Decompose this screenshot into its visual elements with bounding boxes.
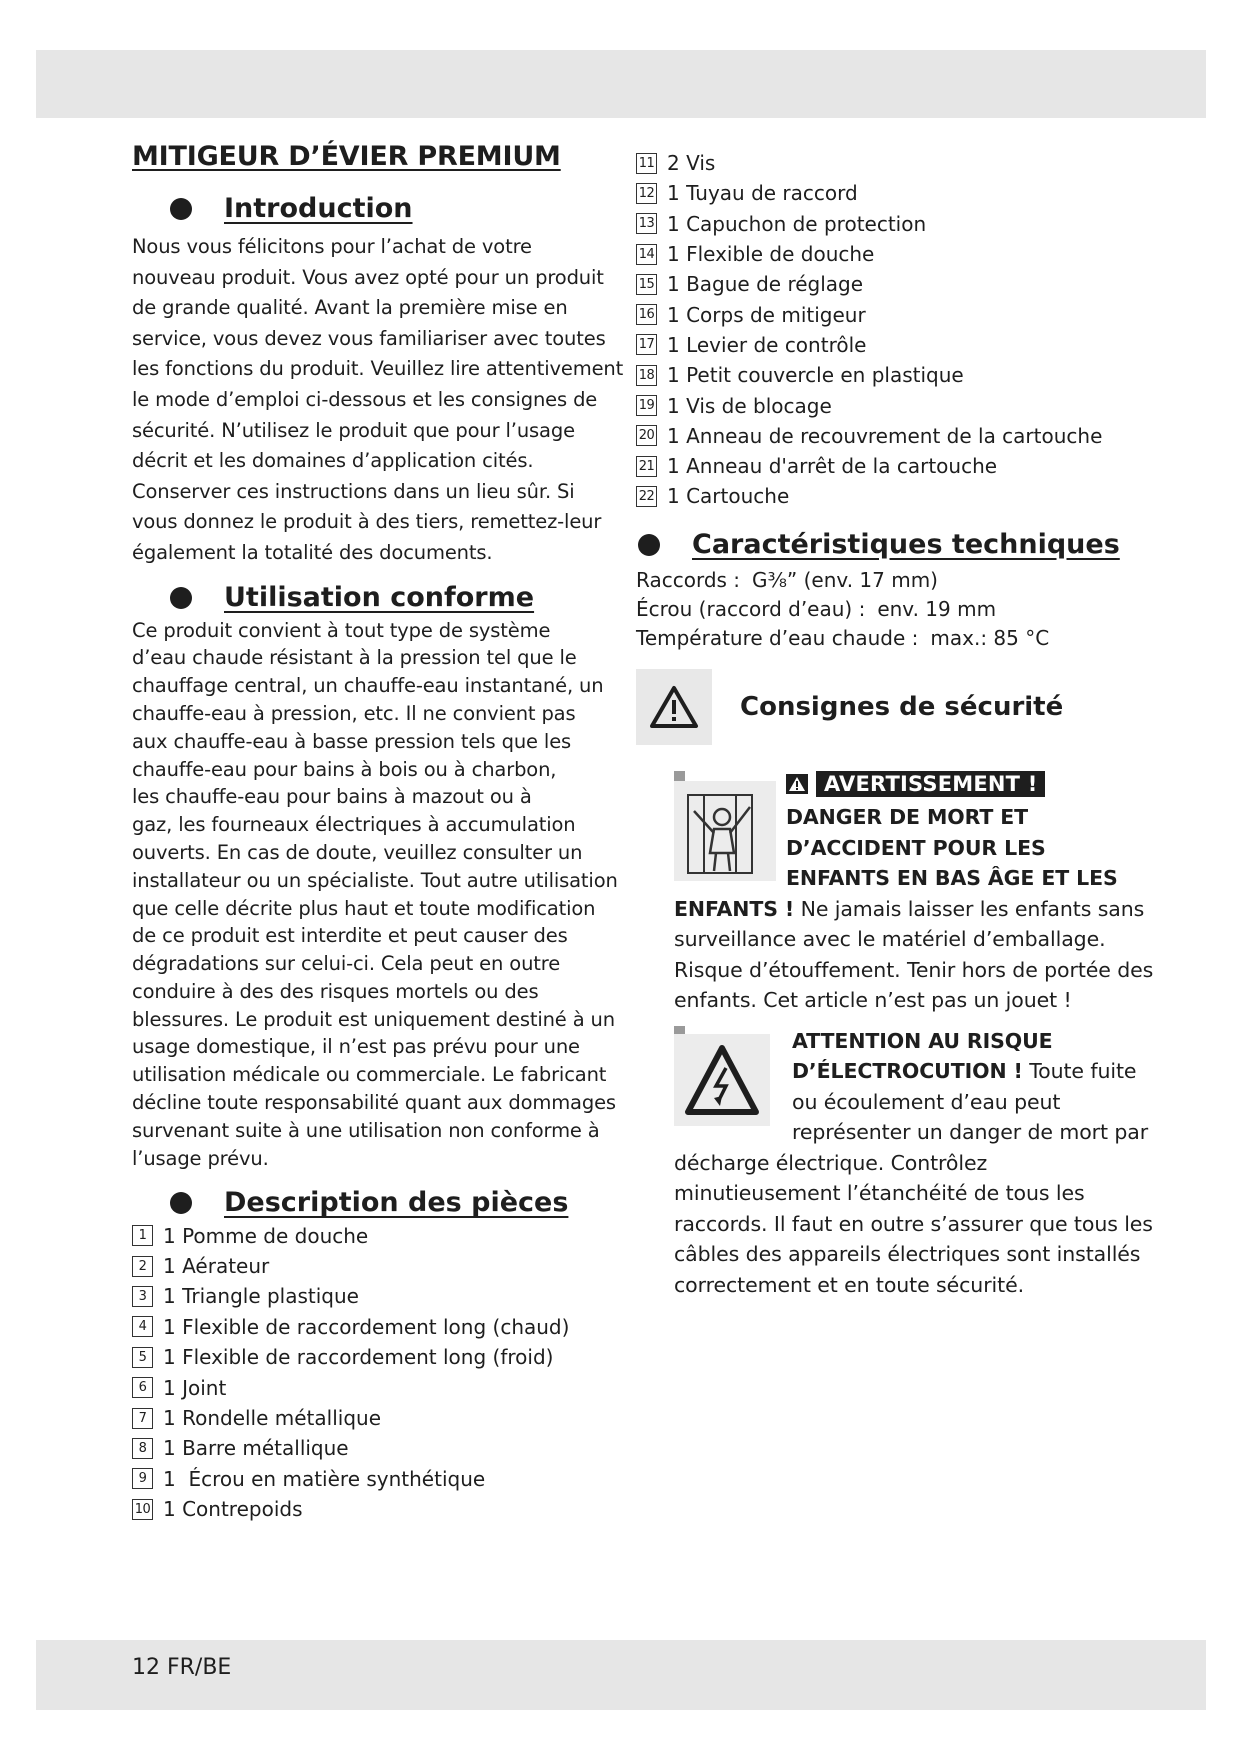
part-number-box: 21 bbox=[636, 456, 657, 477]
part-number-box: 15 bbox=[636, 274, 657, 295]
part-item bbox=[636, 148, 1156, 178]
part-item bbox=[636, 451, 1156, 481]
safety-title: Consignes de sécurité bbox=[740, 691, 1064, 722]
child-warning-bold: DANGER DE MORT ET D’ACCIDENT POUR LES ENFANTS EN BAS ÂGE ET LES ENFANTS ! bbox=[674, 805, 1118, 921]
section-intended-use: Utilisation conforme bbox=[132, 581, 610, 615]
electrocution-warning-bold: ATTENTION AU RISQUE D’ÉLECTROCUTION ! bbox=[792, 1028, 1053, 1084]
part-number-box: 16 bbox=[636, 304, 657, 325]
intended-use-text-line: dégradations sur celui-ci. Cela peut en outre bbox=[132, 952, 561, 976]
part-item bbox=[636, 481, 1156, 511]
part-label: 1 Flexible de douche bbox=[667, 242, 875, 267]
intended-use-text-line: chauffe-eau à pression, etc. Il ne convient pas bbox=[132, 701, 576, 725]
part-label: 1 Bague de réglage bbox=[667, 272, 864, 297]
part-item bbox=[636, 239, 1156, 269]
intended-use-text-line: survenant suite à une utilisation non conforme à bbox=[132, 1118, 600, 1142]
intended-use-text-line: Ce produit convient à tout type de système bbox=[132, 618, 551, 642]
introduction-text-line: vous donnez le produit à des tiers, remettez-leur bbox=[132, 510, 602, 534]
part-number-box: 6 bbox=[132, 1377, 153, 1398]
part-number-box: 12 bbox=[636, 183, 657, 204]
part-number-box: 7 bbox=[132, 1408, 153, 1429]
part-label: 1 Aérateur bbox=[163, 1254, 270, 1279]
part-label: 1 Flexible de raccordement long (froid) bbox=[163, 1345, 554, 1370]
introduction-text-line: décrit et les domaines d’application cités. bbox=[132, 449, 534, 473]
part-item bbox=[636, 360, 1156, 390]
intended-use-text-line: gaz, les fourneaux électriques à accumulation bbox=[132, 813, 576, 837]
introduction-text-line: Conserver ces instructions dans un lieu sûr. Si bbox=[132, 479, 575, 503]
part-label: 1 Anneau d'arrêt de la cartouche bbox=[667, 454, 998, 479]
bullet-icon bbox=[638, 534, 660, 556]
part-item bbox=[636, 269, 1156, 299]
part-number-box: 2 bbox=[132, 1256, 153, 1277]
part-item bbox=[132, 1494, 610, 1524]
part-item bbox=[132, 1372, 610, 1402]
introduction-text bbox=[132, 232, 624, 569]
part-label: 1 Flexible de raccordement long (chaud) bbox=[163, 1314, 570, 1339]
introduction-text-line: sécurité. N’utilisez le produit que pour l’usage bbox=[132, 418, 575, 442]
part-label: 2 Vis bbox=[667, 151, 716, 176]
bullet-icon bbox=[170, 1192, 192, 1214]
spec-value: G³⁄₈” (env. 17 mm) bbox=[752, 567, 938, 592]
part-label: 1 Tuyau de raccord bbox=[667, 181, 858, 206]
part-item bbox=[132, 1433, 610, 1463]
part-label: 1 Pomme de douche bbox=[163, 1223, 369, 1248]
right-column bbox=[636, 148, 1156, 1300]
part-label: 1 Rondelle métallique bbox=[163, 1406, 381, 1430]
spec-label: Raccords : bbox=[636, 567, 741, 592]
part-number-box: 22 bbox=[636, 486, 657, 507]
part-label: 1 Corps de mitigeur bbox=[667, 302, 866, 327]
spec-label: Écrou (raccord d’eau) : bbox=[636, 596, 866, 621]
left-column bbox=[132, 140, 624, 1524]
part-number-box: 3 bbox=[132, 1286, 153, 1307]
part-label: 1 Capuchon de protection bbox=[667, 211, 927, 236]
intended-use-text-line: décline toute responsabilité quant aux dommages bbox=[132, 1091, 616, 1115]
part-item bbox=[132, 1464, 610, 1494]
child-warning bbox=[674, 771, 1156, 1016]
technical-specs bbox=[636, 566, 1156, 653]
electric-hazard-icon bbox=[674, 1034, 770, 1126]
intended-use-text-line: utilisation médicale ou commerciale. Le fabricant bbox=[132, 1063, 607, 1087]
electric-hazard-pictogram bbox=[674, 1034, 770, 1126]
part-item bbox=[132, 1281, 610, 1311]
introduction-text-line: de grande qualité. Avant la première mise en bbox=[132, 296, 568, 320]
intended-use-text-line: aux chauffe-eau à basse pression tels que les bbox=[132, 729, 572, 753]
intended-use-text-line: l’usage prévu. bbox=[132, 1146, 269, 1170]
part-number-box: 18 bbox=[636, 365, 657, 386]
part-number-box: 13 bbox=[636, 213, 657, 234]
child-hazard-icon bbox=[674, 781, 776, 881]
intended-use-text-line: de ce produit est interdite et peut causer des bbox=[132, 924, 568, 948]
part-label: 1 Vis de blocage bbox=[667, 393, 832, 418]
introduction-text-line: également la totalité des documents. bbox=[132, 540, 493, 564]
child-warning-body: Ne jamais laisser les enfants sans surveillance avec le matériel d’emballage. Risque d’étouffement. Tenir hors de portée des enfants. Cet article n’est pas un jouet ! bbox=[674, 896, 1154, 1013]
bullet-icon bbox=[170, 587, 192, 609]
intended-use-text-line: ouverts. En cas de doute, veuillez consulter un bbox=[132, 840, 583, 864]
safety-heading-row bbox=[636, 669, 1156, 745]
spec-row bbox=[636, 595, 1156, 624]
part-number-box: 14 bbox=[636, 244, 657, 265]
parts-list-right bbox=[636, 148, 1156, 512]
part-label: 1 Petit couvercle en plastique bbox=[667, 363, 964, 388]
part-item bbox=[636, 421, 1156, 451]
introduction-text-line: service, vous devez vous familiariser avec toutes bbox=[132, 326, 606, 350]
part-number-box: 20 bbox=[636, 425, 657, 446]
part-number-box: 1 bbox=[132, 1225, 153, 1246]
part-label: 1 Barre métallique bbox=[163, 1436, 349, 1461]
warning-panel bbox=[636, 669, 712, 745]
intended-use-text-line: d’eau chaude résistant à la pression tel que le bbox=[132, 646, 577, 670]
introduction-text-line: les fonctions du produit. Veuillez lire attentivement bbox=[132, 357, 624, 381]
intended-use-text-line: que celle décrite plus haut et toute modification bbox=[132, 896, 596, 920]
part-label: 1 Triangle plastique bbox=[163, 1284, 359, 1309]
part-item bbox=[132, 1312, 610, 1342]
introduction-text-line: nouveau produit. Vous avez opté pour un produit bbox=[132, 265, 604, 289]
warning-triangle-icon bbox=[649, 685, 699, 729]
part-number-box: 4 bbox=[132, 1316, 153, 1337]
spec-value: env. 19 mm bbox=[877, 596, 997, 621]
bullet-icon bbox=[170, 198, 192, 220]
part-number-box: 8 bbox=[132, 1438, 153, 1459]
part-item bbox=[132, 1220, 610, 1250]
part-label: 1 Joint bbox=[163, 1375, 227, 1400]
warning-label: AVERTISSEMENT ! bbox=[816, 771, 1045, 797]
part-item bbox=[132, 1403, 610, 1433]
intended-use-text-line: les chauffe-eau pour bains à mazout ou à bbox=[132, 785, 532, 809]
introduction-text-line: le mode d’emploi ci-dessous et les consignes de bbox=[132, 387, 598, 411]
part-label: 1 Contrepoids bbox=[163, 1497, 303, 1522]
intended-use-text-line: usage domestique, il n’est pas prévu pour une bbox=[132, 1035, 580, 1059]
part-number-box: 10 bbox=[132, 1499, 153, 1520]
part-number-box: 17 bbox=[636, 334, 657, 355]
electrocution-warning bbox=[674, 1026, 1156, 1301]
part-item bbox=[132, 1342, 610, 1372]
intended-use-text-line: conduire à des des risques mortels ou des bbox=[132, 979, 539, 1003]
part-label: 1 Levier de contrôle bbox=[667, 332, 867, 357]
part-number-box: 11 bbox=[636, 153, 657, 174]
header-band bbox=[36, 50, 1206, 118]
part-number-box: 19 bbox=[636, 395, 657, 416]
intended-use-text-line: blessures. Le produit est uniquement destiné à un bbox=[132, 1007, 615, 1031]
part-item bbox=[636, 390, 1156, 420]
intended-use-text bbox=[132, 617, 618, 1173]
warning-triangle-small-icon bbox=[786, 774, 808, 794]
part-number-box: 9 bbox=[132, 1468, 153, 1489]
section-introduction: Introduction bbox=[132, 192, 610, 226]
part-item bbox=[132, 1251, 610, 1281]
part-label: 1 Cartouche bbox=[667, 484, 790, 509]
spec-value: max.: 85 °C bbox=[930, 625, 1050, 650]
spec-row bbox=[636, 624, 1156, 653]
intended-use-text-line: chauffage central, un chauffe-eau instantané, un bbox=[132, 674, 604, 698]
document-title: MITIGEUR D’ÉVIER PREMIUM bbox=[132, 141, 561, 172]
part-label: 1 Écrou en matière synthétique bbox=[163, 1466, 486, 1491]
warning-label-row bbox=[786, 771, 1045, 797]
electrocution-warning-body: Toute fuite ou écoulement d’eau peut représenter un danger de mort par décharge électrique. Contrôlez minutieusement l’étanchéité de tous les raccords. Il faut en outre s’assurer que tous les câbles des appareils électriques sont installés correctement et en toute sécurité. bbox=[674, 1059, 1153, 1297]
introduction-text-line: Nous vous félicitons pour l’achat de votre bbox=[132, 235, 532, 258]
part-item bbox=[636, 209, 1156, 239]
part-item bbox=[636, 330, 1156, 360]
part-number-box: 5 bbox=[132, 1347, 153, 1368]
section-technical: Caractéristiques techniques bbox=[600, 528, 1156, 562]
intended-use-text-line: installateur ou un spécialiste. Tout autre utilisation bbox=[132, 868, 618, 892]
part-label: 1 Anneau de recouvrement de la cartouche bbox=[667, 423, 1103, 448]
child-hazard-pictogram bbox=[674, 781, 776, 881]
spec-row bbox=[636, 566, 1156, 595]
spec-label: Température d’eau chaude : bbox=[636, 625, 919, 650]
intended-use-text-line: chauffe-eau pour bains à bois ou à charbon, bbox=[132, 757, 557, 781]
parts-list-left bbox=[132, 1220, 610, 1524]
part-item bbox=[636, 178, 1156, 208]
page-number: 12 FR/BE bbox=[132, 1655, 232, 1680]
section-parts: Description des pièces bbox=[132, 1186, 610, 1220]
part-item bbox=[636, 299, 1156, 329]
